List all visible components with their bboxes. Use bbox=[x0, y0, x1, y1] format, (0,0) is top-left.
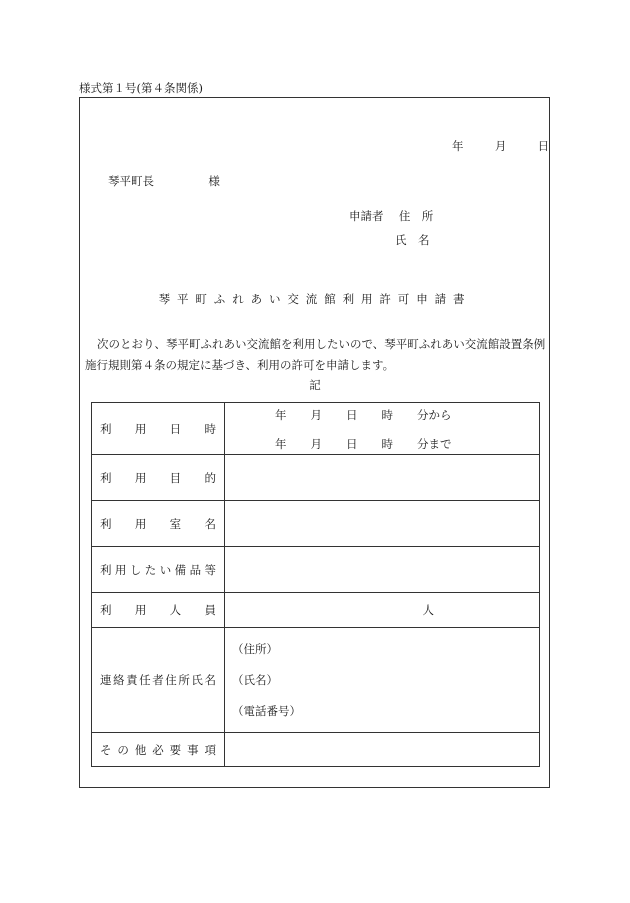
table-row-contact bbox=[92, 628, 540, 733]
from-minute: 分から bbox=[417, 408, 452, 422]
from-year: 年 bbox=[275, 408, 287, 422]
applicant-address-label: 住 所 bbox=[398, 209, 434, 223]
month-label: 月 bbox=[494, 139, 507, 153]
room-cell[interactable] bbox=[225, 501, 540, 547]
ki-heading: 記 bbox=[309, 378, 321, 392]
to-month: 月 bbox=[310, 437, 322, 451]
datetime-from-line bbox=[275, 407, 452, 423]
applicant-name-label: 氏 名 bbox=[395, 233, 430, 247]
label-people: 利用人員 bbox=[92, 593, 225, 628]
applicant-label: 申請者 bbox=[349, 209, 384, 223]
to-day: 日 bbox=[346, 437, 358, 451]
label-contact: 連絡責任者住所氏名 bbox=[92, 628, 225, 733]
datetime-to-line bbox=[275, 436, 452, 452]
contact-name-label: （氏名） bbox=[232, 673, 278, 687]
people-unit: 人 bbox=[422, 603, 434, 617]
addressee-name: 琴平町長 bbox=[108, 174, 154, 188]
date-line bbox=[452, 139, 549, 153]
datetime-cell[interactable] bbox=[225, 403, 540, 455]
table-row-equipment bbox=[92, 547, 540, 593]
table-row-other bbox=[92, 733, 540, 767]
to-minute: 分まで bbox=[417, 437, 452, 451]
table-row-room bbox=[92, 501, 540, 547]
applicant-address-line bbox=[349, 209, 433, 223]
application-table bbox=[91, 402, 540, 767]
document-title: 琴平町ふれあい交流館利用許可申請書 bbox=[158, 292, 472, 306]
equipment-cell[interactable] bbox=[225, 547, 540, 593]
people-cell[interactable] bbox=[225, 593, 540, 628]
table-row-people bbox=[92, 593, 540, 628]
year-label: 年 bbox=[452, 139, 464, 153]
contact-phone-label: （電話番号） bbox=[232, 704, 301, 718]
to-year: 年 bbox=[275, 437, 287, 451]
table-row-purpose bbox=[92, 455, 540, 501]
body-text bbox=[85, 334, 550, 376]
from-day: 日 bbox=[346, 408, 358, 422]
addressee-honorific: 様 bbox=[208, 174, 220, 188]
contact-address-label: （住所） bbox=[232, 642, 278, 656]
contact-cell[interactable] bbox=[225, 628, 540, 733]
label-room: 利用室名 bbox=[92, 501, 225, 547]
body-text-content: 次のとおり、琴平町ふれあい交流館を利用したいので、琴平町ふれあい交流館設置条例施行規則第４条の規定に基づき、利用の許可を申請します。 bbox=[85, 337, 546, 372]
from-hour: 時 bbox=[381, 408, 393, 422]
from-month: 月 bbox=[310, 408, 322, 422]
form-number-label: 様式第１号(第４条関係) bbox=[79, 81, 203, 95]
day-label: 日 bbox=[537, 139, 550, 153]
label-purpose: 利用目的 bbox=[92, 455, 225, 501]
to-hour: 時 bbox=[381, 437, 393, 451]
purpose-cell[interactable] bbox=[225, 455, 540, 501]
label-other: その他必要事項 bbox=[92, 733, 225, 767]
label-datetime: 利用日時 bbox=[92, 403, 225, 455]
table-row-datetime bbox=[92, 403, 540, 455]
label-equipment: 利用したい備品等 bbox=[92, 547, 225, 593]
addressee bbox=[108, 174, 220, 188]
other-cell[interactable] bbox=[225, 733, 540, 767]
